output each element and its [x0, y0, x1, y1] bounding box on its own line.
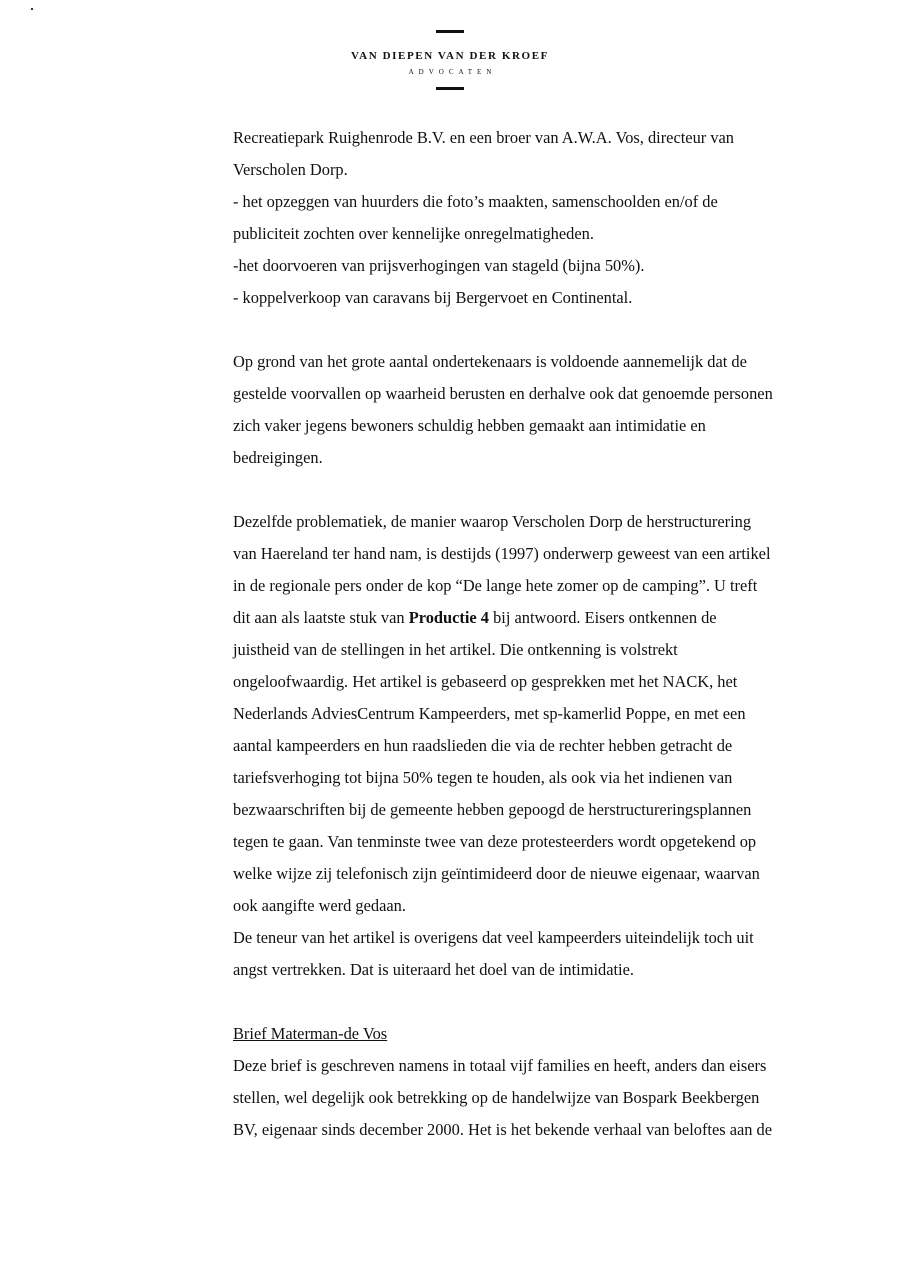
text-line: Deze brief is geschreven namens in totaal vijf families en heeft, anders dan eisers [233, 1056, 767, 1075]
text-line: tariefsverhoging tot bijna 50% tegen te houden, als ook via het indienen van [233, 768, 733, 787]
text-line: van Haereland ter hand nam, is destijds (1997) onderwerp geweest van een artikel [233, 544, 771, 563]
letterhead [0, 30, 900, 90]
text-line: -het doorvoeren van prijsverhogingen van stageld (bijna 50%). [233, 256, 645, 275]
text-line: aantal kampeerders en hun raadslieden die via de rechter hebben getracht de [233, 736, 733, 755]
text-line: zich vaker jegens bewoners schuldig hebben gemaakt aan intimidatie en [233, 416, 706, 435]
text-line: in de regionale pers onder de kop “De lange hete zomer op de camping”. U treft [233, 576, 758, 595]
firm-subtitle: ADVOCATEN [408, 68, 497, 76]
document-body [233, 122, 853, 1146]
text-line: Nederlands AdviesCentrum Kampeerders, met sp-kamerlid Poppe, en met een [233, 704, 746, 723]
text-line: - het opzeggen van huurders die foto’s maakten, samenschoolden en/of de [233, 192, 718, 211]
section-heading: Brief Materman-de Vos [233, 1024, 388, 1043]
text-line: tegen te gaan. Van tenminste twee van deze protesteerders wordt opgetekend op [233, 832, 757, 851]
paragraph-signatories [233, 346, 853, 474]
paragraph-accusations [233, 122, 853, 314]
text-line: Dezelfde problematiek, de manier waarop Verscholen Dorp de herstructurering [233, 512, 752, 531]
paragraph-article [233, 506, 853, 986]
text-segment: dit aan als laatste stuk van [233, 608, 409, 627]
text-line: publiciteit zochten over kennelijke onregelmatigheden. [233, 224, 594, 243]
section-letter [233, 1018, 853, 1146]
text-line: - koppelverkoop van caravans bij Bergervoet en Continental. [233, 288, 633, 307]
text-line: Verscholen Dorp. [233, 160, 348, 179]
text-line: BV, eigenaar sinds december 2000. Het is het bekende verhaal van beloftes aan de [233, 1120, 773, 1139]
letterhead-top-rule [436, 30, 464, 33]
text-line: angst vertrekken. Dat is uiteraard het doel van de intimidatie. [233, 960, 634, 979]
firm-name: VAN DIEPEN VAN DER KROEF [351, 50, 549, 62]
exhibit-reference: Productie 4 [408, 608, 489, 627]
letterhead-bottom-rule [436, 87, 464, 90]
text-line: bedreigingen. [233, 448, 323, 467]
text-line: welke wijze zij telefonisch zijn geïntimideerd door de nieuwe eigenaar, waarvan [233, 864, 760, 883]
text-line: bezwaarschriften bij de gemeente hebben gepoogd de herstructureringsplannen [233, 800, 752, 819]
text-line: juistheid van de stellingen in het artikel. Die ontkenning is volstrekt [233, 640, 678, 659]
paragraph-gap [233, 986, 853, 1018]
text-segment: bij antwoord. Eisers ontkennen de [488, 608, 717, 627]
text-line: Recreatiepark Ruighenrode B.V. en een broer van A.W.A. Vos, directeur van [233, 128, 734, 147]
text-line: ongeloofwaardig. Het artikel is gebaseerd op gesprekken met het NACK, het [233, 672, 738, 691]
text-line: gestelde voorvallen op waarheid berusten en derhalve ook dat genoemde personen [233, 384, 773, 403]
text-line: Op grond van het grote aantal ondertekenaars is voldoende aannemelijk dat de [233, 352, 747, 371]
paragraph-gap [233, 314, 853, 346]
text-line: De teneur van het artikel is overigens dat veel kampeerders uiteindelijk toch uit [233, 928, 754, 947]
text-line-with-exhibit [233, 602, 853, 634]
scan-speck [31, 8, 33, 10]
paragraph-gap [233, 474, 853, 506]
text-line: ook aangifte werd gedaan. [233, 896, 406, 915]
text-line: stellen, wel degelijk ook betrekking op de handelwijze van Bospark Beekbergen [233, 1088, 760, 1107]
